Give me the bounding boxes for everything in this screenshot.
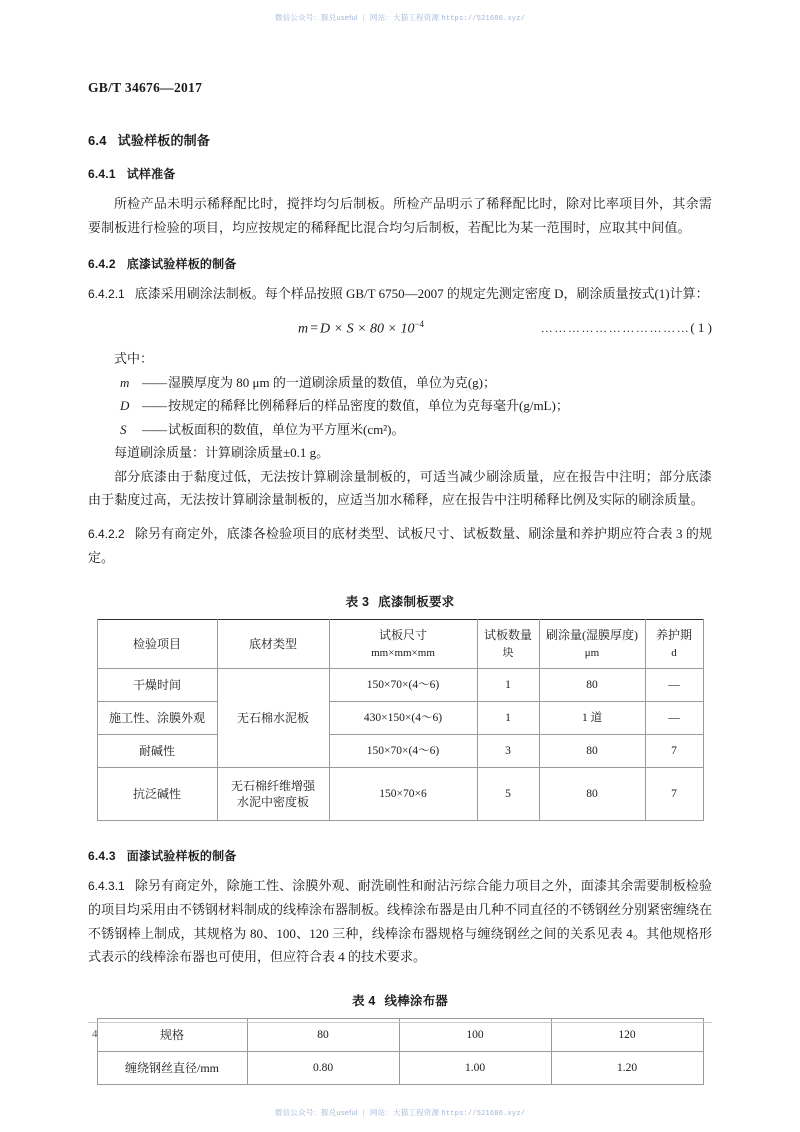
- table-3-caption-number: 表 3: [345, 594, 370, 609]
- table-3-r1-count: 1: [477, 668, 539, 701]
- table-3-r4-cure: 7: [645, 767, 703, 820]
- table-4-caption-title: 线棒涂布器: [384, 993, 449, 1008]
- table-3-header-count-l1: 试板数量: [483, 627, 532, 642]
- paragraph-6-4-2-1: [88, 282, 712, 307]
- heading-6-4-2: [88, 255, 712, 272]
- table-3-header-amount-l1: 刷涂量(湿膜厚度): [546, 627, 638, 642]
- table-3-header-cure-l1: 养护期: [655, 627, 692, 642]
- heading-6-4-1: [88, 165, 712, 182]
- table-3-r4-substrate: [217, 767, 329, 820]
- table-4-r2-v2: 1.00: [399, 1051, 551, 1084]
- table-4-r2-label: 缠绕钢丝直径/mm: [97, 1051, 247, 1084]
- table-row: [97, 1051, 703, 1084]
- table-4-caption: [88, 991, 712, 1009]
- table-3-caption-title: 底漆制板要求: [378, 594, 455, 609]
- table-3-header-cure-l2: d: [671, 646, 677, 659]
- heading-6-4-3: [88, 847, 712, 864]
- table-3-r4-count: 5: [477, 767, 539, 820]
- table-3-r3-size: 150×70×(4～6): [329, 734, 477, 767]
- table-3-r1-item: 干燥时间: [97, 668, 217, 701]
- symbol-s-text: 试板面积的数值，单位为平方厘米(cm²)。: [168, 421, 405, 437]
- table-3-header-row: [97, 619, 703, 668]
- paragraph-6-4-2-2-number: 6.4.2.2: [88, 526, 125, 541]
- paragraph-6-4-3-1: [88, 874, 712, 969]
- table-3-header-item-l1: 检验项目: [132, 636, 181, 651]
- table-4-r1-v1: 80: [247, 1018, 399, 1051]
- table-3-substrate-merged-1: 无石棉水泥板: [217, 668, 329, 767]
- table-row: [97, 668, 703, 701]
- page-content: [88, 80, 712, 1085]
- table-3-r3-item: 耐碱性: [97, 734, 217, 767]
- symbol-m-dash: ——: [142, 374, 166, 390]
- heading-6-4-title: 试验样板的制备: [117, 133, 211, 148]
- paragraph-6-4-2-2-text: 除另有商定外，底漆各检验项目的底材类型、试板尺寸、试板数量、刷涂量和养护期应符合表 3 的规定。: [88, 525, 712, 566]
- table-3-header-item: [97, 619, 217, 668]
- table-4-r1-v2: 100: [399, 1018, 551, 1051]
- table-3-header-count: [477, 619, 539, 668]
- paragraph-6-4-2-1-text: 底漆采用刷涂法制板。每个样品按照 GB/T 6750—2007 的规定先测定密度 D，刷涂质量按式(1)计算：: [134, 286, 709, 301]
- watermark-bottom: [0, 1107, 800, 1118]
- symbol-definition-m: [120, 371, 712, 395]
- running-head: GB/T 34676—2017: [88, 80, 203, 95]
- table-3-r3-count: 3: [477, 734, 539, 767]
- table-3-r3-cure: 7: [645, 734, 703, 767]
- heading-6-4-3-number: 6.4.3: [88, 848, 116, 863]
- table-3-r4-substrate-l2: 水泥中密度板: [236, 794, 309, 809]
- formula-where-label: 式中：: [114, 351, 154, 367]
- table-3-body: [97, 668, 703, 820]
- table-3-header-cure: [645, 619, 703, 668]
- table-3-r4-amount: 80: [539, 767, 645, 820]
- table-3-r1-amount: 80: [539, 668, 645, 701]
- table-4-r2-v3: 1.20: [551, 1051, 703, 1084]
- table-4-r1-v3: 120: [551, 1018, 703, 1051]
- table-3-header-size-l1: 试板尺寸: [378, 627, 427, 642]
- page-number: 4: [92, 1028, 98, 1040]
- symbol-s-dash: ——: [142, 421, 166, 437]
- symbol-m: m: [120, 374, 130, 390]
- table-4-wire-bar-applicator: [97, 1018, 704, 1085]
- paragraph-6-4-2-1-number: 6.4.2.1: [88, 287, 125, 301]
- table-3-header-size: [329, 619, 477, 668]
- watermark-wechat-bottom: 微信公众号：豚兑useful: [274, 1108, 358, 1117]
- formula-rhs: D × S × 80 × 10: [320, 321, 415, 337]
- table-4-r2-v1: 0.80: [247, 1051, 399, 1084]
- watermark-site-bottom: 网站：大猫工程资源: [369, 1108, 440, 1117]
- table-3-r2-count: 1: [477, 701, 539, 734]
- table-3-header-size-l2: mm×mm×mm: [371, 646, 435, 659]
- symbol-s: S: [120, 421, 127, 437]
- paragraph-6-4-2-2: [88, 522, 712, 570]
- footer-rule: [88, 1022, 712, 1023]
- table-3-r4-item: 抗泛碱性: [97, 767, 217, 820]
- watermark-top: [0, 12, 800, 23]
- watermark-separator-bottom: |: [362, 1108, 365, 1117]
- symbol-m-text: 湿膜厚度为 80 μm 的一道刷涂质量的数值，单位为克(g)；: [168, 374, 496, 390]
- table-3-header-amount: [539, 619, 645, 668]
- table-4-r1-label: 规格: [97, 1018, 247, 1051]
- watermark-separator: |: [362, 13, 365, 22]
- table-row: [97, 1018, 703, 1051]
- table-3-r2-cure: —: [645, 701, 703, 734]
- formula-leader-dots: ……………………………: [540, 321, 691, 336]
- table-row: [97, 734, 703, 767]
- symbol-d: D: [120, 398, 130, 414]
- symbol-definition-s: [120, 418, 712, 442]
- heading-6-4-2-title: 底漆试验样板的制备: [126, 257, 237, 271]
- table-3-r4-substrate-l1: 无石棉纤维增强: [230, 778, 315, 793]
- table-3-header-substrate: [217, 619, 329, 668]
- table-3-r2-amount: 1 道: [539, 701, 645, 734]
- heading-6-4-1-number: 6.4.1: [88, 167, 116, 181]
- paragraph-6-4-3-1-text: 除另有商定外，除施工性、涂膜外观、耐洗刷性和耐沾污综合能力项目之外，面漆其余需要制板检验的项目均采用由不锈钢材料制成的线棒涂布器制板。线棒涂布器是由几种不同直径的不锈钢丝分别紧密缠绕在不锈钢棒上制成，其规格为 80、100、120 三种，线棒涂布器规格与缠绕钢丝之间的关系见表 4。其他规格形式表示的线棒涂布器也可使用，但应符合表 4 的技术要求。: [88, 877, 713, 965]
- heading-6-4-number: 6.4: [88, 133, 107, 148]
- symbol-d-text: 按规定的稀释比例稀释后的样品密度的数值，单位为克每毫升(g/mL)；: [168, 398, 569, 414]
- watermark-wechat: 微信公众号：豚兑useful: [274, 13, 358, 22]
- symbol-definition-list: [88, 371, 712, 442]
- table-row: [97, 701, 703, 734]
- table-3-head: [97, 619, 703, 668]
- heading-6-4-1-title: 试样准备: [126, 167, 176, 181]
- table-3-header-count-l2: 块: [502, 646, 514, 659]
- formula-lhs: m: [298, 321, 309, 337]
- table-3-header-substrate-l1: 底材类型: [248, 636, 297, 651]
- table-3-r2-size: 430×150×(4～6): [329, 701, 477, 734]
- table-4-body: [97, 1018, 703, 1084]
- paragraph-viscosity-note: 部分底漆由于黏度过低，无法按计算刷涂量制板的，可适当减少刷涂质量，应在报告中注明；部分底漆由于黏度过高，无法按计算刷涂量制板的，应适当加水稀释，应在报告中注明稀释比例及实际的刷涂质量。: [88, 468, 712, 508]
- watermark-url-bottom: https://521686.xyz/: [441, 1110, 526, 1118]
- watermark-site: 网站：大猫工程资源: [369, 13, 440, 22]
- heading-6-4-2-number: 6.4.2: [88, 257, 116, 271]
- formula-1: [88, 319, 712, 338]
- formula-number: ( 1 ): [690, 320, 712, 336]
- formula-equals: =: [310, 321, 319, 337]
- formula-expression: [298, 319, 424, 338]
- formula-exponent: −4: [414, 318, 425, 329]
- table-3-r2-item: 施工性、涂膜外观: [97, 701, 217, 734]
- watermark-url: https://521686.xyz/: [441, 15, 526, 23]
- paragraph-6-4-3-1-number: 6.4.3.1: [88, 878, 125, 893]
- table-3-r3-amount: 80: [539, 734, 645, 767]
- symbol-definition-d: [120, 394, 712, 418]
- coating-mass-note: 每道刷涂质量：计算刷涂质量±0.1 g。: [114, 445, 330, 461]
- table-3-primer-panel-requirements: [97, 619, 704, 821]
- table-3-r1-size: 150×70×(4～6): [329, 668, 477, 701]
- table-3-r1-cure: —: [645, 668, 703, 701]
- paragraph-6-4-1: 所检产品未明示稀释配比时，搅拌均匀后制板。所检产品明示了稀释配比时，除对比率项目外，其余需要制板进行检验的项目，均应按规定的稀释配比混合均匀后制板，若配比为某一范围时，应取其中间值。: [88, 196, 712, 235]
- table-3-caption: [88, 592, 712, 610]
- table-4-caption-number: 表 4: [351, 993, 376, 1008]
- heading-6-4: [88, 130, 712, 149]
- heading-6-4-3-title: 面漆试验样板的制备: [126, 848, 237, 863]
- symbol-d-dash: ——: [142, 398, 166, 414]
- table-3-r4-size: 150×70×6: [329, 767, 477, 820]
- table-3-header-amount-l2: μm: [584, 646, 600, 659]
- table-row: [97, 767, 703, 820]
